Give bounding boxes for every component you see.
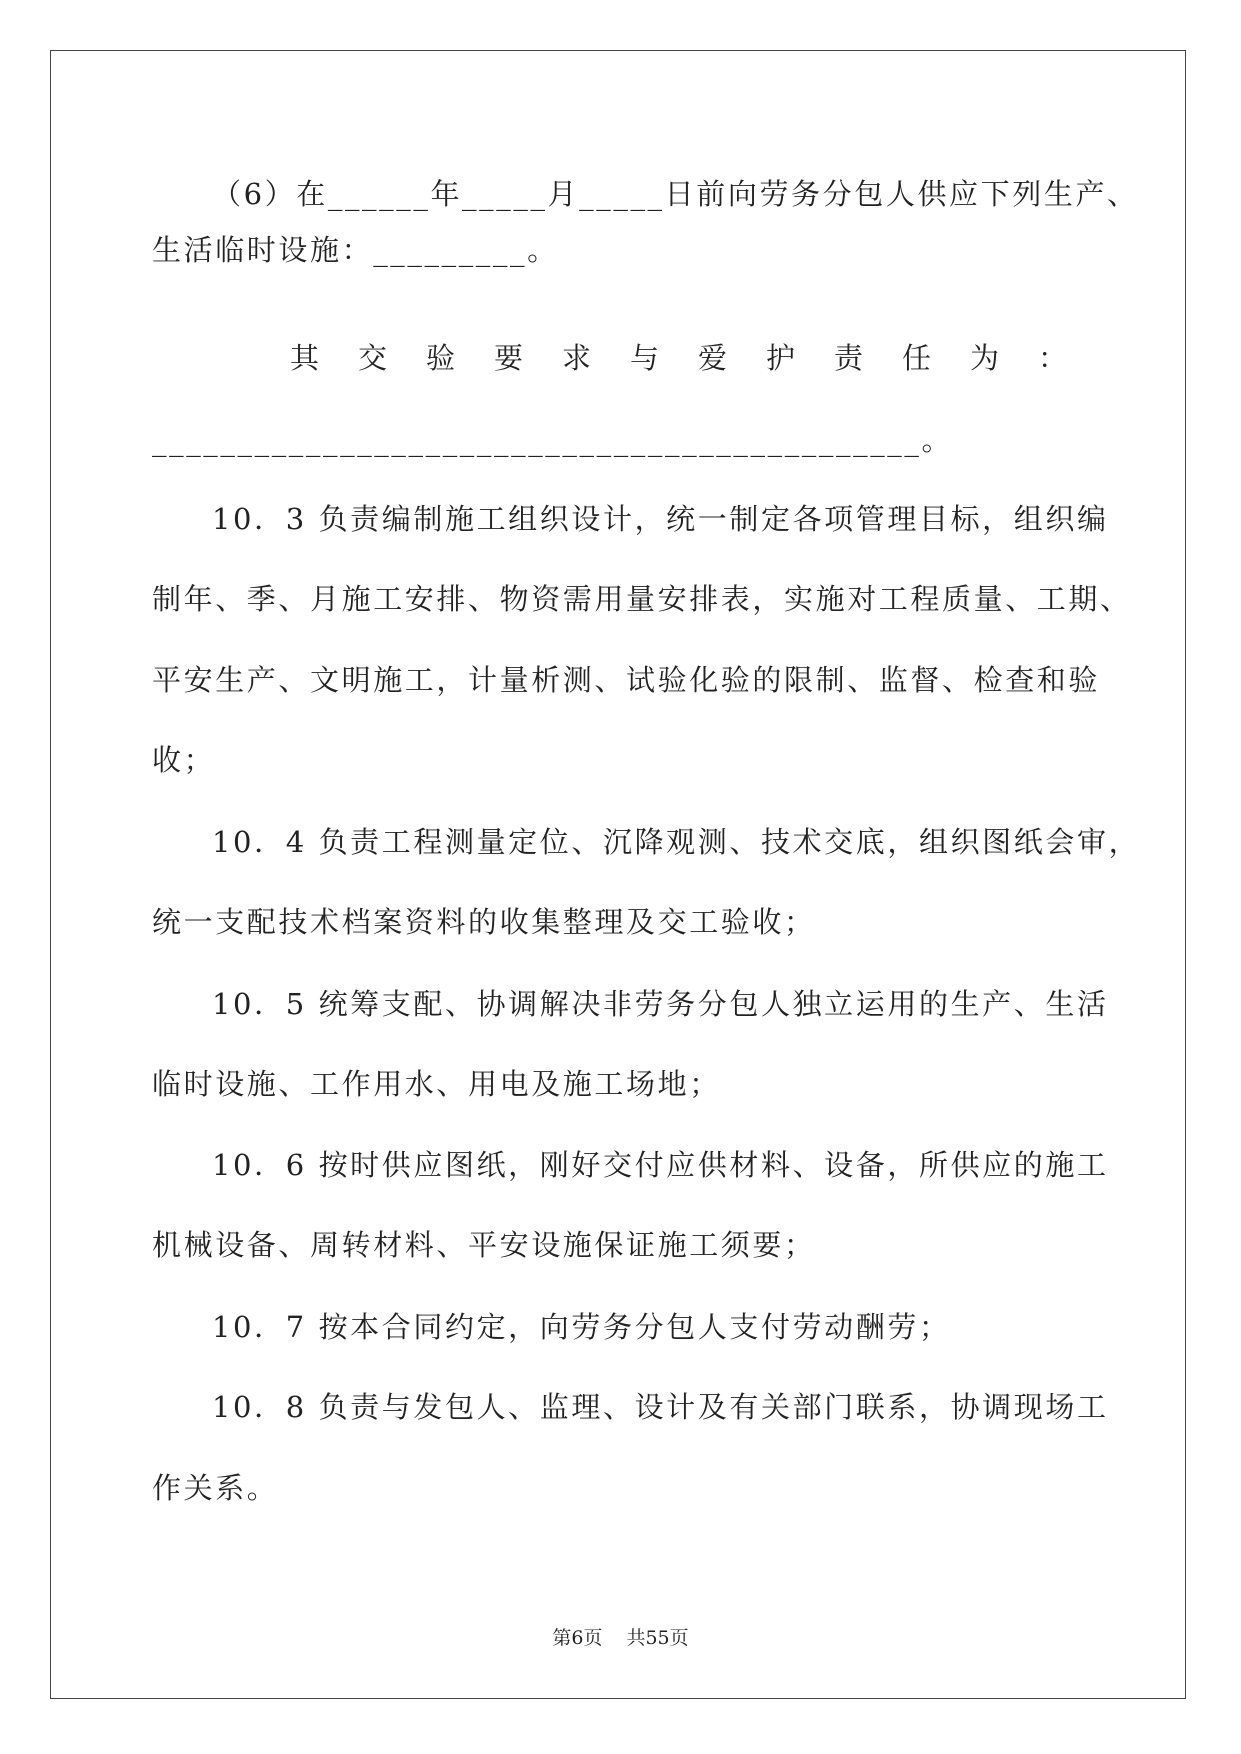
text-line-15: 10．7 按本合同约定，向劳务分包人支付劳动酬劳； (212, 1310, 951, 1344)
text-line-7: 平安生产、文明施工，计量析测、试验化验的限制、监督、检查和验 (152, 663, 1101, 697)
page-number: 第6页 (552, 1627, 603, 1649)
text-line-13: 10．6 按时供应图纸，刚好交付应供材料、设备，所供应的施工 (212, 1148, 1109, 1182)
text-line-2: 生活临时设施：_________。 (152, 233, 559, 267)
text-line-16: 10．8 负责与发包人、监理、设计及有关部门联系，协调现场工 (212, 1390, 1109, 1424)
page-border (50, 50, 1186, 1699)
page-footer (0, 1623, 1241, 1650)
text-line-8: 收； (152, 743, 216, 777)
text-line-11: 10．5 统筹支配、协调解决非劳务分包人独立运用的生产、生活 (212, 987, 1109, 1021)
text-line-4: _____________________________________________。 (152, 423, 954, 457)
text-line-17: 作关系。 (152, 1471, 279, 1505)
text-line-9: 10．4 负责工程测量定位、沉降观测、技术交底，组织图纸会审， (212, 825, 1141, 859)
text-line-10: 统一支配技术档案资料的收集整理及交工验收； (152, 905, 816, 939)
text-line-6: 制年、季、月施工安排、物资需用量安排表，实施对工程质量、工期、 (152, 582, 1132, 616)
text-line-5: 10．3 负责编制施工组织设计，统一制定各项管理目标，组织编 (212, 502, 1109, 536)
text-line-1: （6）在______年_____月_____日前向劳务分包人供应下列生产、 (212, 177, 1139, 211)
page-total: 共55页 (626, 1627, 689, 1649)
text-line-14: 机械设备、周转材料、平安设施保证施工须要； (152, 1228, 816, 1262)
text-line-12: 临时设施、工作用水、用电及施工场地； (152, 1067, 721, 1101)
text-line-3: 其交验要求与爱护责任为： (290, 341, 1107, 375)
